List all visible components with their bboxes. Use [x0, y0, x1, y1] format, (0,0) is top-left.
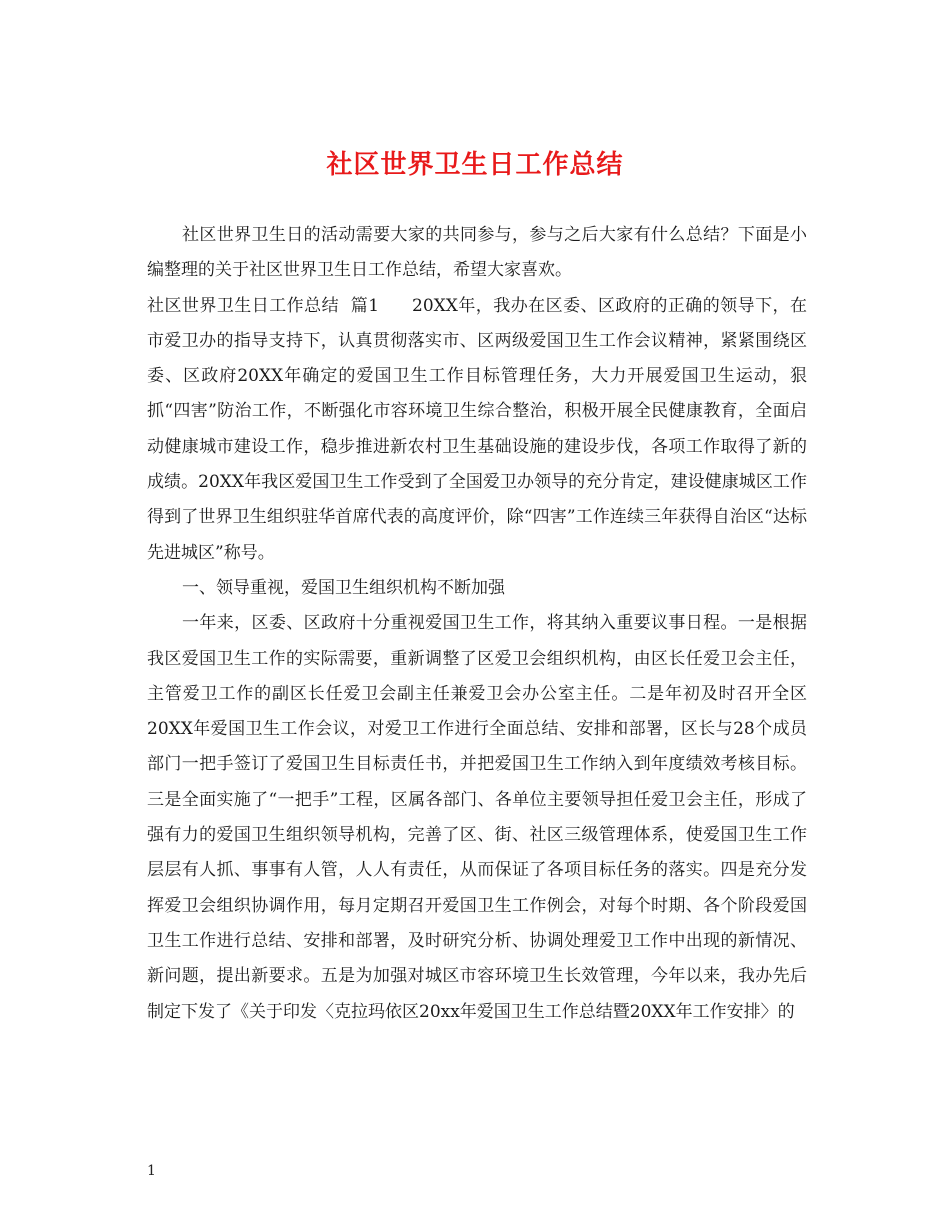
section-1-heading: 一、领导重视，爱国卫生组织机构不断加强	[182, 577, 505, 598]
paragraph-1: 20XX年，我办在区委、区政府的正确的领导下，在市爱卫办的指导支持下，认真贯彻落实市、区两级爱国卫生工作会议精神，紧紧围绕区委、区政府20XX年确定的爱国卫生工作目标管理任务，大力开展爱国卫生运动，狠抓“四害”防治工作，不断强化市容环境卫生综合整治，积极开展全民健康教育，全面启动健康城市建设工作，稳步推进新农村卫生基础设施的建设步伐，各项工作取得了新的成绩。20XX年我区爱国卫生工作受到了全国爱卫办领导的充分肯定，建设健康城区工作得到了世界卫生组织驻华首席代表的高度评价，除“四害”工作连续三年获得自治区“达标先进城区”称号。	[147, 295, 808, 563]
document-body	[147, 218, 807, 1030]
article-paragraph	[147, 289, 807, 571]
article-heading: 社区世界卫生日工作总结 篇1	[147, 295, 380, 316]
page-number: 1	[147, 1163, 156, 1179]
document-title: 社区世界卫生日工作总结	[326, 150, 624, 180]
intro-paragraph: 社区世界卫生日的活动需要大家的共同参与，参与之后大家有什么总结？下面是小编整理的关于社区世界卫生日工作总结，希望大家喜欢。	[147, 225, 807, 281]
paragraph-2: 一年来，区委、区政府十分重视爱国卫生工作，将其纳入重要议事日程。一是根据我区爱国卫生工作的实际需要，重新调整了区爱卫会组织机构，由区长任爱卫会主任，主管爱卫工作的副区长任爱卫会副主任兼爱卫会办公室主任。二是年初及时召开全区20XX年爱国卫生工作会议，对爱卫工作进行全面总结、安排和部署，区长与28个成员部门一把手签订了爱国卫生目标责任书，并把爱国卫生工作纳入到年度绩效考核目标。三是全面实施了“一把手”工程，区属各部门、各单位主要领导担任爱卫会主任，形成了强有力的爱国卫生组织领导机构，完善了区、街、社区三级管理体系，使爱国卫生工作层层有人抓、事事有人管，人人有责任，从而保证了各项目标任务的落实。四是充分发挥爱卫会组织协调作用，每月定期召开爱国卫生工作例会，对每个时期、各个阶段爱国卫生工作进行总结、安排和部署，及时研究分析、协调处理爱卫工作中出现的新情况、新问题，提出新要求。五是为加强对城区市容环境卫生长效管理，今年以来，我办先后制定下发了《关于印发〈克拉玛依区20xx年爱国卫生工作总结暨20XX年工作安排〉的	[147, 613, 807, 1022]
